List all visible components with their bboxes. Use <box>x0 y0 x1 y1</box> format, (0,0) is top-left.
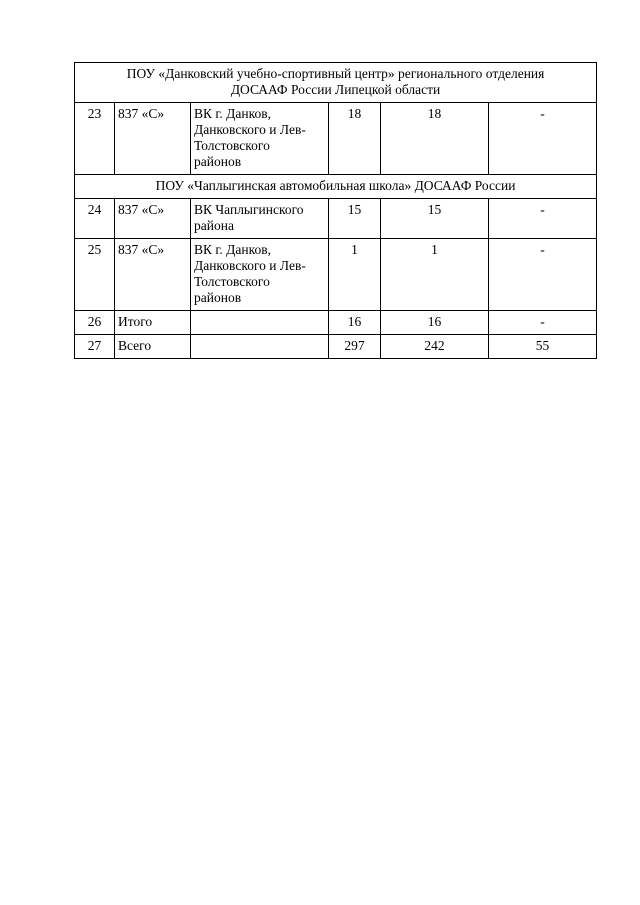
grand-total-row <box>75 335 597 359</box>
row-value-2: 15 <box>381 199 489 239</box>
org-line: Данковского и Лев- <box>194 258 306 273</box>
row-value-3: - <box>489 311 597 335</box>
org-line: ВК г. Данков, <box>194 106 271 121</box>
row-organization <box>191 103 329 175</box>
row-value-2: 18 <box>381 103 489 175</box>
row-code: 837 «С» <box>115 239 191 311</box>
row-organization <box>191 311 329 335</box>
row-number: 26 <box>75 311 115 335</box>
org-line: Толстовского <box>194 138 270 153</box>
row-organization <box>191 239 329 311</box>
row-number: 27 <box>75 335 115 359</box>
row-organization <box>191 199 329 239</box>
row-value-3: - <box>489 239 597 311</box>
row-organization <box>191 335 329 359</box>
org-line: районов <box>194 290 242 305</box>
section-heading-line: ДОСААФ России Липецкой области <box>230 82 441 97</box>
row-value-1: 1 <box>329 239 381 311</box>
org-line: Толстовского <box>194 274 270 289</box>
row-value-1: 15 <box>329 199 381 239</box>
table-row <box>75 199 597 239</box>
table-row <box>75 239 597 311</box>
row-code: Всего <box>115 335 191 359</box>
org-line: района <box>194 218 234 233</box>
section-heading <box>75 175 597 199</box>
row-value-1: 16 <box>329 311 381 335</box>
org-line: Данковского и Лев- <box>194 122 306 137</box>
row-code: 837 «С» <box>115 103 191 175</box>
section-heading <box>75 63 597 103</box>
section-heading-line: ПОУ «Данковский учебно-спортивный центр» регионального отделения <box>126 66 545 81</box>
row-value-3: - <box>489 103 597 175</box>
org-line: районов <box>194 154 242 169</box>
row-value-3: 55 <box>489 335 597 359</box>
table-row <box>75 103 597 175</box>
row-value-1: 18 <box>329 103 381 175</box>
row-value-3: - <box>489 199 597 239</box>
row-code: Итого <box>115 311 191 335</box>
row-value-2: 1 <box>381 239 489 311</box>
row-value-2: 242 <box>381 335 489 359</box>
section-heading-line: ПОУ «Чаплыгинская автомобильная школа» ДОСААФ России <box>155 178 516 193</box>
row-number: 23 <box>75 103 115 175</box>
row-number: 24 <box>75 199 115 239</box>
section-header-row <box>75 63 597 103</box>
row-value-2: 16 <box>381 311 489 335</box>
org-line: ВК г. Данков, <box>194 242 271 257</box>
row-code: 837 «С» <box>115 199 191 239</box>
section-header-row <box>75 175 597 199</box>
data-table <box>74 62 597 359</box>
row-value-1: 297 <box>329 335 381 359</box>
row-number: 25 <box>75 239 115 311</box>
org-line: ВК Чаплыгинского <box>194 202 304 217</box>
subtotal-row <box>75 311 597 335</box>
